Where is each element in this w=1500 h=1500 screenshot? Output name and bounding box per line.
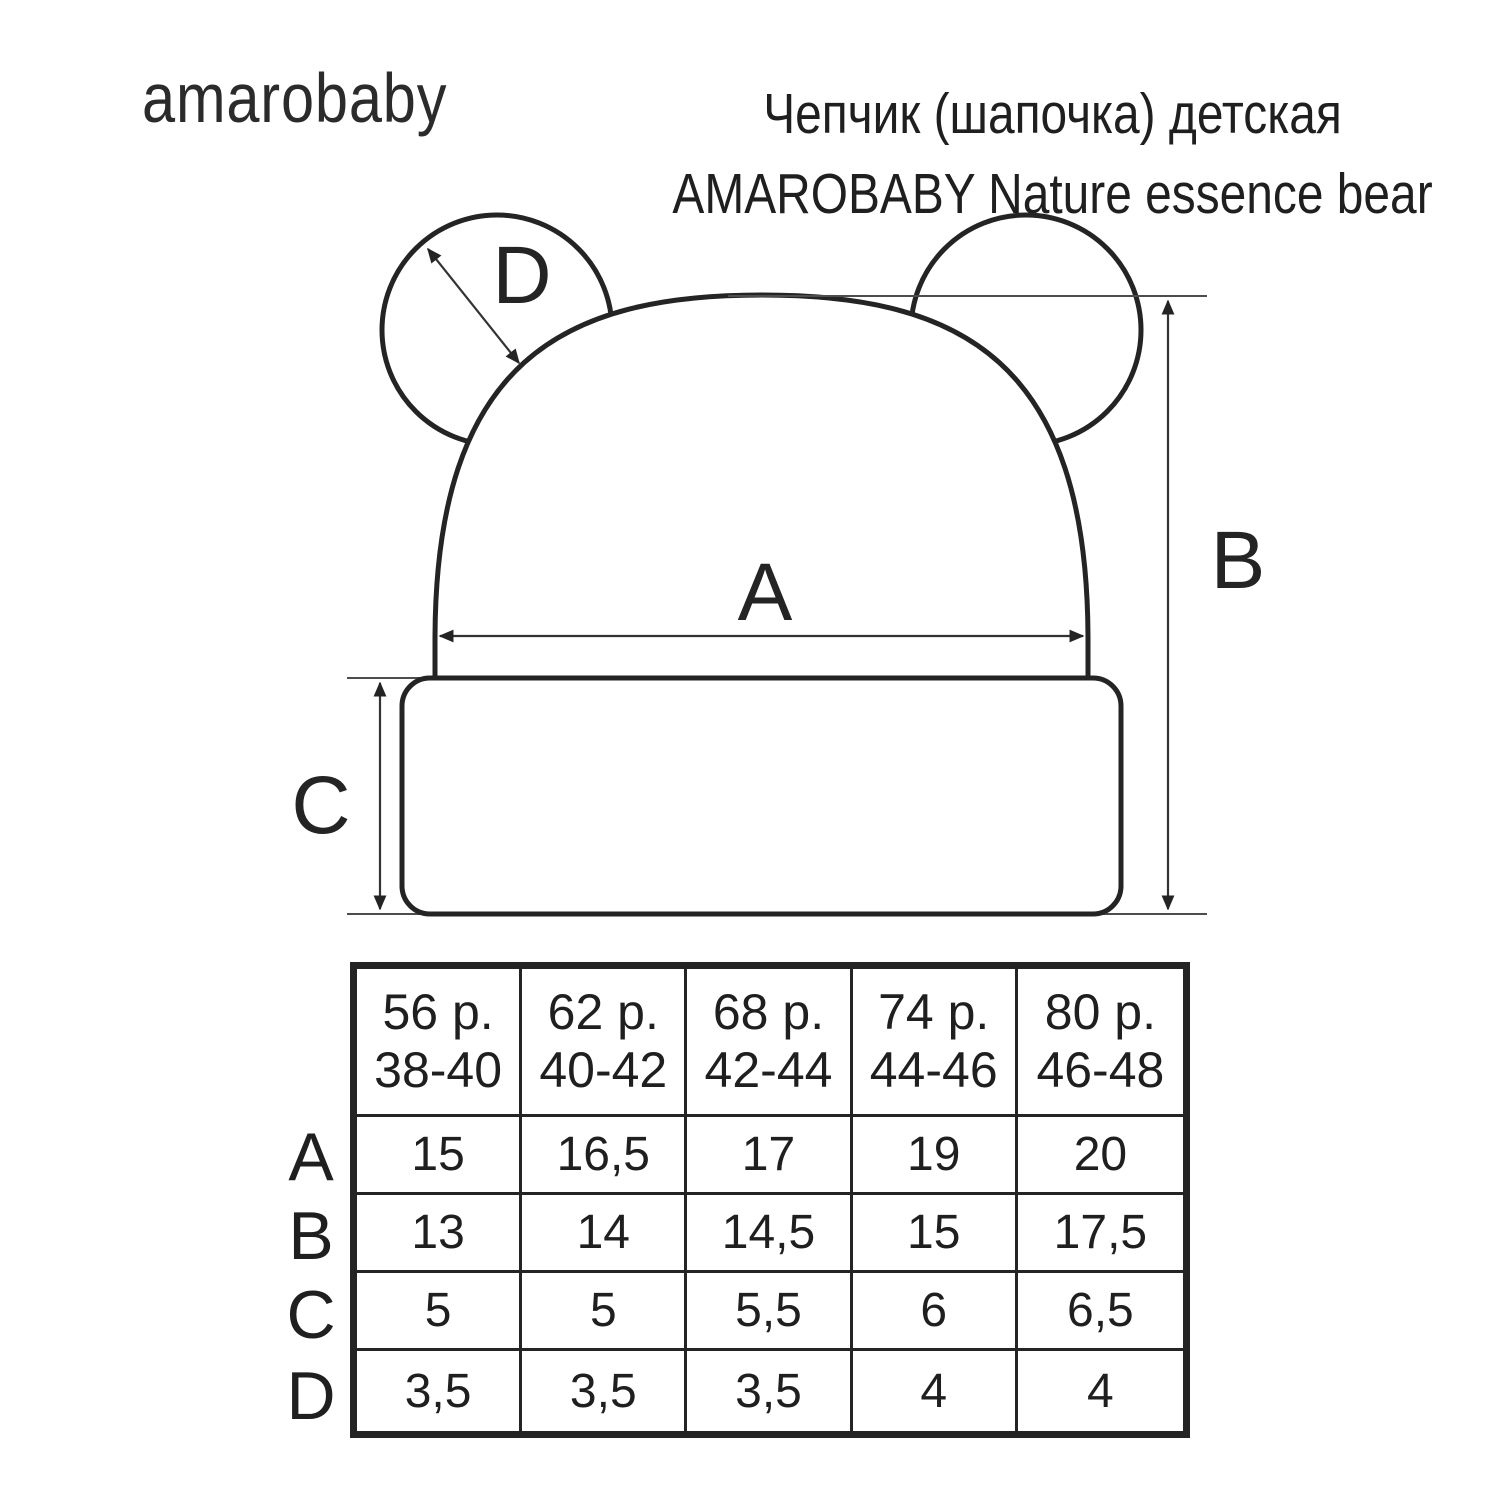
product-title-line2: AMAROBABY Nature essence bear (672, 162, 1433, 226)
table-cell-c1: 5 (357, 1273, 522, 1351)
table-cell-a1: 15 (357, 1117, 522, 1195)
head-girth-label: 42-44 (704, 1042, 833, 1098)
table-row-label-c: C (286, 1277, 336, 1353)
brand-logo: amarobaby (142, 59, 448, 137)
table-cell-d5: 4 (1087, 1364, 1114, 1418)
table-cell-a5: 20 (1018, 1117, 1183, 1195)
size-label: 80 р. (1044, 984, 1156, 1040)
head-girth-label: 46-48 (1036, 1042, 1165, 1098)
table-cell-b2: 14 (522, 1195, 687, 1273)
size-label: 74 р. (878, 984, 990, 1040)
size-column-header (522, 969, 687, 1117)
head-girth-label: 38-40 (374, 1042, 503, 1098)
table-cell-a4: 19 (853, 1117, 1018, 1195)
size-label: 62 р. (547, 984, 659, 1040)
table-cell-b3: 14,5 (687, 1195, 852, 1273)
table-cell-a3: 17 (687, 1117, 852, 1195)
table-cell-b1: 13 (357, 1195, 522, 1273)
table-row-label-d: D (286, 1358, 336, 1434)
table-cell-a2: 16,5 (522, 1117, 687, 1195)
dimension-d-label: D (492, 230, 552, 321)
table-cell-c2: 5 (522, 1273, 687, 1351)
head-girth-label: 44-46 (869, 1042, 998, 1098)
table-row-label-b: B (288, 1198, 334, 1274)
size-label: 56 р. (382, 984, 494, 1040)
table-row-label-a: A (288, 1119, 334, 1195)
table-cell-b4: 15 (853, 1195, 1018, 1273)
size-column-header (853, 969, 1018, 1117)
table-cell-d3: 3,5 (687, 1351, 852, 1431)
size-column-header (1018, 969, 1183, 1117)
table-cell-c4: 6 (853, 1273, 1018, 1351)
table-cell-d1: 3,5 (357, 1351, 522, 1431)
size-column-header (687, 969, 852, 1117)
dimension-b-label: B (1210, 515, 1266, 606)
table-cell-d4: 4 (853, 1351, 1018, 1431)
size-label: 68 р. (712, 984, 825, 1040)
product-title-line1: Чепчик (шапочка) детская (763, 82, 1342, 146)
table-cell-b5: 17,5 (1018, 1195, 1183, 1273)
table-cell-d2: 3,5 (522, 1351, 687, 1431)
dimension-c-label: C (291, 760, 351, 851)
table-cell-c5: 6,5 (1018, 1273, 1183, 1351)
size-table (350, 962, 1190, 1438)
dimension-a-label: A (737, 547, 793, 638)
head-girth-label: 40-42 (539, 1042, 668, 1098)
size-column-header (357, 969, 522, 1117)
hat-cuff-outline (402, 678, 1121, 914)
table-cell-c3: 5,5 (687, 1273, 852, 1351)
